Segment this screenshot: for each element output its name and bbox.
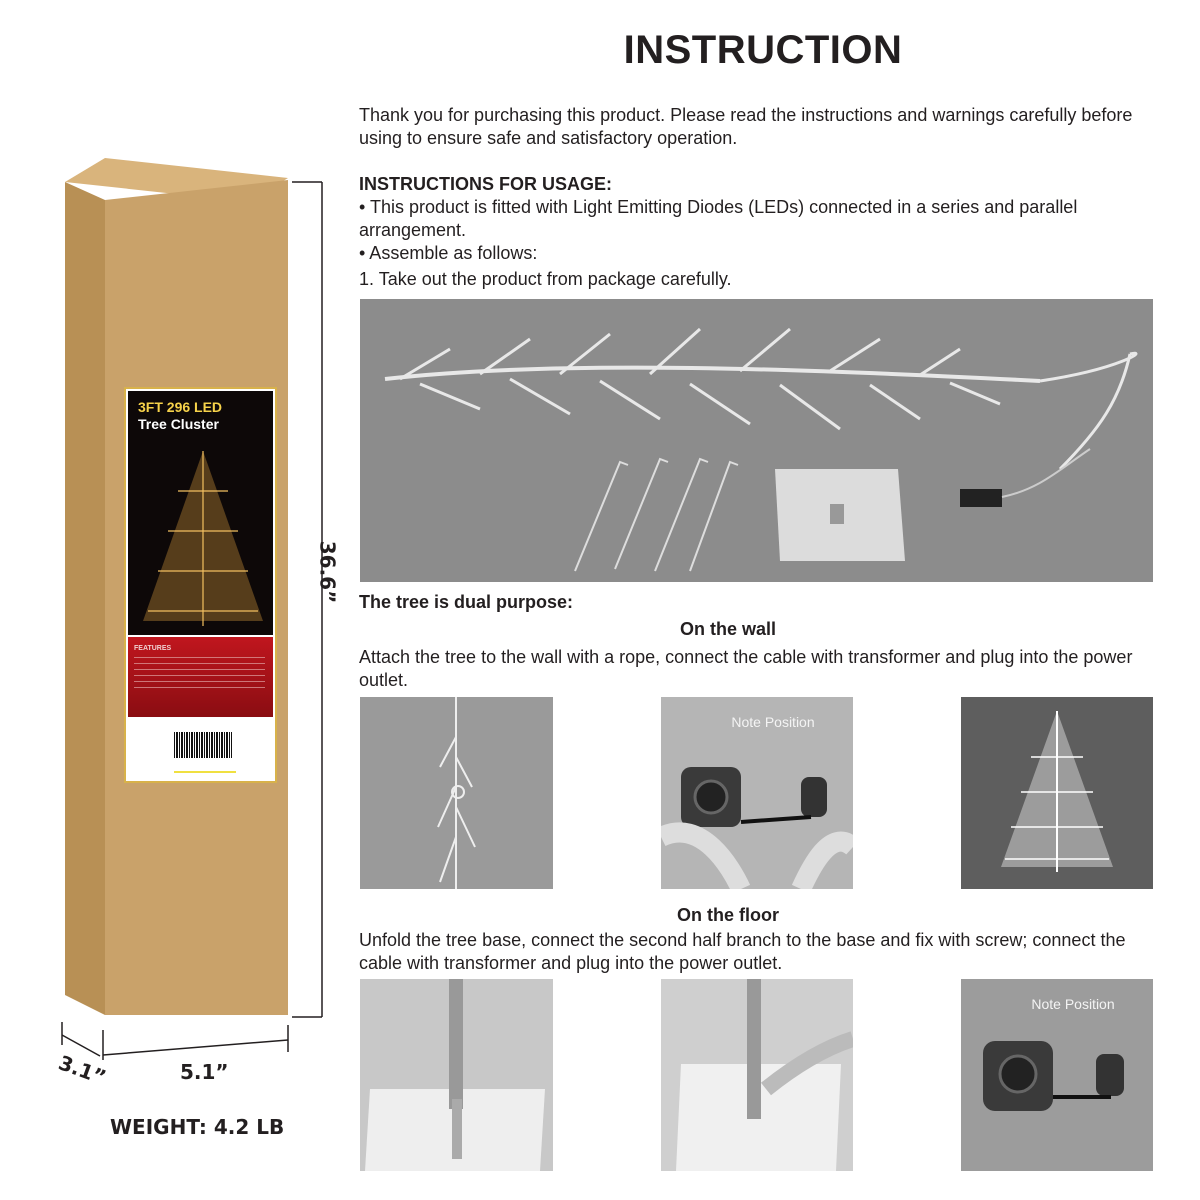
box-width-dimension: 5.1” bbox=[180, 1060, 229, 1084]
barcode bbox=[174, 732, 232, 758]
note-position-label: Note Position bbox=[731, 714, 815, 730]
usage-bullet: • Assemble as follows: bbox=[359, 243, 538, 263]
label-subtitle: Tree Cluster bbox=[138, 416, 219, 432]
product-contents-photo bbox=[360, 299, 1153, 582]
step-1-text: 1. Take out the product from package carefully. bbox=[359, 269, 732, 289]
features-fine-print bbox=[134, 657, 265, 691]
box-label bbox=[124, 387, 277, 783]
floor-step-photo-3 bbox=[961, 979, 1153, 1171]
wall-step-photo-1 bbox=[360, 697, 553, 889]
floor-step-photo-2 bbox=[661, 979, 853, 1171]
floor-text: Unfold the tree base, connect the second half branch to the base and fix with screw; connect the cable with transformer and plug into the power outlet. bbox=[359, 930, 1126, 973]
box-weight: WEIGHT: 4.2 LB bbox=[110, 1115, 285, 1139]
dual-purpose-heading: The tree is dual purpose: bbox=[359, 592, 574, 612]
wall-finished-tree-photo bbox=[961, 697, 1153, 889]
box-height-dimension: 36.6” bbox=[315, 540, 340, 604]
floor-step-photo-1 bbox=[360, 979, 553, 1171]
wall-step-photo-2 bbox=[661, 697, 853, 889]
intro-text: Thank you for purchasing this product. Please read the instructions and warnings carefully before using to ensure safe and satisfactory operation. bbox=[359, 105, 1133, 148]
page-title: INSTRUCTION bbox=[623, 28, 903, 72]
note-position-label: Note Position bbox=[1031, 996, 1115, 1012]
usage-bullet: • This product is fitted with Light Emitting Diodes (LEDs) connected in a series and parallel arrangement. bbox=[359, 197, 1078, 240]
wall-heading: On the wall bbox=[679, 619, 776, 639]
box-depth-dimension: 3.1” bbox=[55, 1050, 110, 1090]
usage-heading: INSTRUCTIONS FOR USAGE: bbox=[359, 174, 613, 194]
lit-tree-graphic bbox=[138, 441, 268, 631]
label-title: 3FT 296 LED bbox=[138, 399, 223, 415]
wall-text: Attach the tree to the wall with a rope, connect the cable with transformer and plug into the power outlet. bbox=[359, 647, 1133, 690]
features-heading: FEATURES bbox=[134, 645, 172, 652]
label-photo-area bbox=[128, 391, 273, 635]
label-yellow-line bbox=[174, 771, 236, 773]
floor-heading: On the floor bbox=[677, 905, 779, 925]
label-features-panel bbox=[128, 637, 273, 717]
